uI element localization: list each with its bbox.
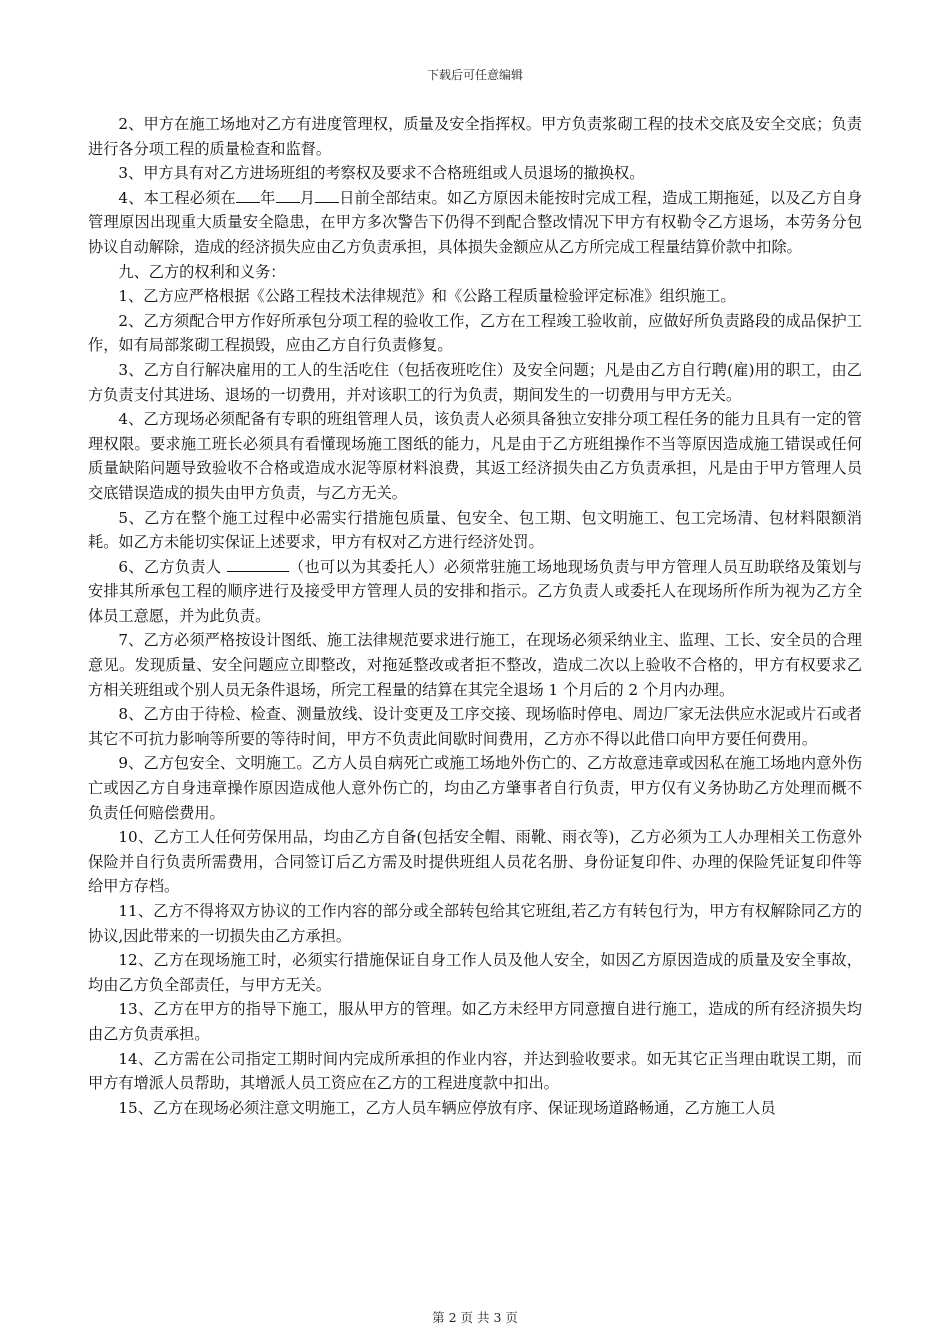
clause-9-6 <box>88 555 862 629</box>
clause-9-13: 13、乙方在甲方的指导下施工，服从甲方的管理。如乙方未经甲方同意擅自进行施工，造成的所有经济损失均由乙方负责承担。 <box>88 1000 862 1043</box>
clause-9-9: 9、乙方包安全、文明施工。乙方人员自病死亡或施工场地外伤亡的、乙方故意违章或因私在施工场地内意外伤亡或因乙方自身违章操作原因造成他人意外伤亡的，均由乙方肇事者自行负责，甲方仅有义务协助乙方处理而概不负责任何赔偿费用。 <box>88 754 862 822</box>
clause-8-4-part-b: 年 <box>259 188 276 207</box>
clause-9-7: 7、乙方必须严格按设计图纸、施工法律规范要求进行施工，在现场必须采纳业主、监理、工长、安全员的合理意见。发现质量、安全问题应立即整改，对拖延整改或者拒不整改，造成二次以上验收不合格的，甲方有权要求乙方相关班组或个别人员无条件退场，所完工程量的结算在其完全退场 1 个月后的 2 个月内办理。 <box>88 631 862 699</box>
clause-9-14: 14、乙方需在公司指定工期时间内完成所承担的作业内容，并达到验收要求。如无其它正当理由耽误工期，而甲方有增派人员帮助，其增派人员工资应在乙方的工程进度款中扣出。 <box>88 1049 862 1093</box>
clause-9-2: 2、乙方须配合甲方作好所承包分项工程的验收工作，乙方在工程竣工验收前，应做好所负责路段的成品保护工作，如有局部浆砌工程损毁，应由乙方自行负责修复。 <box>88 311 862 355</box>
page-footer: 第 2 页 共 3 页 <box>432 1310 518 1325</box>
page-header: 下载后可任意编辑 <box>426 68 523 82</box>
clause-9-5: 5、乙方在整个施工过程中必需实行措施包质量、包安全、包工期、包文明施工、包工完场清、包材料限额消耗。如乙方未能切实保证上述要求，甲方有权对乙方进行经济处罚。 <box>88 508 862 552</box>
clause-8-4-part-a: 4、本工程必须在 <box>118 188 236 207</box>
clause-9-6-part-a: 6、乙方负责人 <box>118 557 222 576</box>
clause-8-3: 3、甲方具有对乙方进场班组的考察权及要求不合格班组或人员退场的撤换权。 <box>118 164 645 183</box>
clause-9-11: 11、乙方不得将双方协议的工作内容的部分或全部转包给其它班组,若乙方有转包行为，甲方有权解除同乙方的协议,因此带来的一切损失由乙方承担。 <box>88 902 862 945</box>
clause-9-15: 15、乙方在现场必须注意文明施工，乙方人员车辆应停放有序、保证现场道路畅通，乙方施工人员 <box>118 1098 776 1117</box>
clause-9-12: 12、乙方在现场施工时，必须实行措施保证自身工作人员及他人安全，如因乙方原因造成的质量及安全事故，均由乙方负全部责任，与甲方无关。 <box>88 951 862 994</box>
section-9-heading: 九、乙方的权利和义务： <box>118 262 286 281</box>
clause-8-4-part-c: 月 <box>299 188 316 207</box>
day-blank <box>315 187 339 203</box>
clause-9-1: 1、乙方应严格根据《公路工程技术法律规范》和《公路工程质量检验评定标准》组织施工。 <box>118 287 736 306</box>
clause-8-4 <box>88 186 862 260</box>
clause-9-6-part-b: （也可以为其委托人）必须常驻施工场地现场负责与甲方管理人员互助联络及策划与安排其所承包工程的顺序进行及接受甲方管理人员的安排和指示。乙方负责人或委托人在现场所作所为视为乙方全体员工意愿，并为此负责。 <box>88 557 863 625</box>
month-blank <box>276 187 300 203</box>
clause-8-2: 2、甲方在施工场地对乙方有进度管理权，质量及安全指挥权。甲方负责浆砌工程的技术交底及安全交底；负责进行各分项工程的质量检查和监督。 <box>88 115 862 158</box>
document-body <box>88 112 862 1120</box>
responsible-person-blank <box>227 556 289 572</box>
clause-9-8: 8、乙方由于待检、检查、测量放线、设计变更及工序交接、现场临时停电、周边厂家无法供应水泥或片石或者其它不可抗力影响等所要的等待时间，甲方不负责此间歇时间费用，乙方亦不得以此借口向甲方要任何费用。 <box>88 705 862 748</box>
clause-9-4: 4、乙方现场必须配备有专职的班组管理人员，该负责人必须具备独立安排分项工程任务的能力且具有一定的管理权限。要求施工班长必须具有看懂现场施工图纸的能力，凡是由于乙方班组操作不当等原因造成施工错误或任何质量缺陷问题导致验收不合格或造成水泥等原材料浪费，其返工经济损失由乙方负责承担，凡是由于甲方管理人员交底错误造成的损失由甲方负责，与乙方无关。 <box>88 410 862 502</box>
clause-9-10: 10、乙方工人任何劳保用品，均由乙方自备(包括安全帽、雨靴、雨衣等)，乙方必须为工人办理相关工伤意外保险并自行负责所需费用，合同签订后乙方需及时提供班组人员花名册、身份证复印件、办理的保险凭证复印件等给甲方存档。 <box>88 828 862 896</box>
clause-8-4-part-d: 日前全部结束。如乙方原因未能按时完成工程，造成工期拖延，以及乙方自身管理原因出现重大质量安全隐患，在甲方多次警告下仍得不到配合整改情况下甲方有权勒令乙方退场，本劳务分包协议自动解除，造成的经济损失应由乙方负责承担，具体损失金额应从乙方所完成工程量结算价款中扣除。 <box>88 188 863 256</box>
year-blank <box>236 187 260 203</box>
clause-9-3: 3、乙方自行解决雇用的工人的生活吃住（包括夜班吃住）及安全问题；凡是由乙方自行聘(雇)用的职工，由乙方负责支付其进场、退场的一切费用，并对该职工的行为负责，期间发生的一切费用与甲方无关。 <box>88 360 862 404</box>
